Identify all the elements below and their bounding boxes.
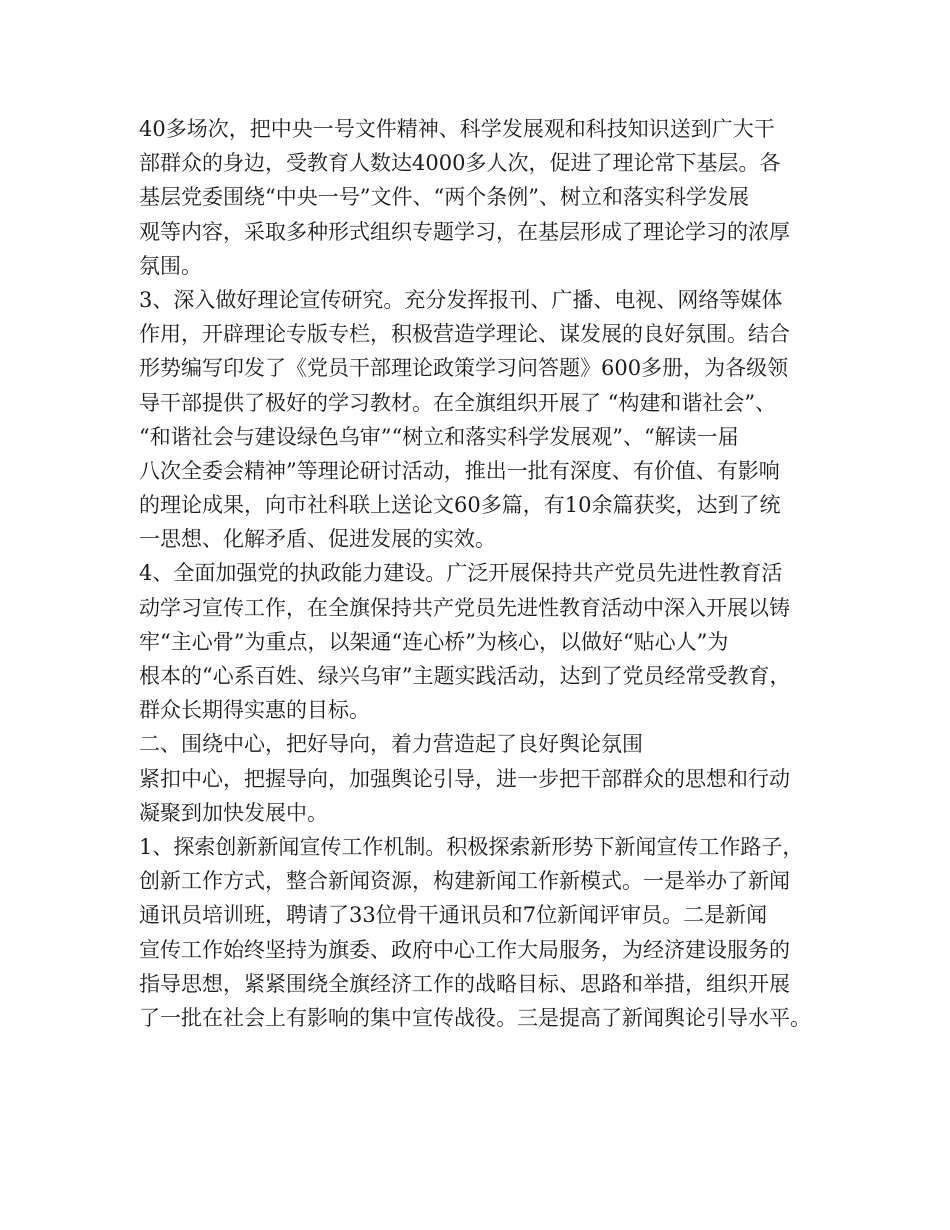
text-line: 观等内容，采取多种形式组织专题学习，在基层形成了理论学习的浓厚: [139, 219, 790, 244]
text-line: 的理论成果，向市社科联上送论文60多篇，有10余篇获奖，达到了统: [139, 493, 781, 518]
text-line: 群众长期得实惠的目标。: [139, 698, 370, 723]
text-line: 根本的“心系百姓、绿兴乌审”主题实践活动，达到了党员经常受教育，: [139, 664, 791, 688]
text-line: 凝聚到加快发展中。: [139, 800, 328, 825]
body-text: [139, 112, 839, 1035]
text-line: 牢“主心骨”为重点，以架通“连心桥”为核心，以做好“贴心人”为: [139, 629, 729, 654]
text-line: 宣传工作始终坚持为旗委、政府中心工作大局服务，为经济建设服务的: [139, 937, 790, 962]
text-line: 八次全委会精神”等理论研讨活动，推出一批有深度、有价值、有影响: [139, 458, 780, 483]
text-line: 通讯员培训班，聘请了33位骨干通讯员和7位新闻评审员。二是新闻: [139, 903, 768, 928]
text-line: 氛围。: [139, 253, 202, 278]
text-line: 形势编写印发了《党员干部理论政策学习问答题》600多册，为各级领: [139, 356, 789, 381]
text-line: 了一批在社会上有影响的集中宣传战役。三是提高了新闻舆论引导水平。: [139, 1005, 811, 1030]
text-line: 3、深入做好理论宣传研究。充分发挥报刊、广播、电视、网络等媒体: [139, 287, 783, 312]
text-line: “和谐社会与建设绿色乌审”“树立和落实科学发展观”、“解读一届: [139, 424, 739, 449]
section-heading: 二、围绕中心，把好导向，着力营造起了良好舆论氛围: [139, 732, 643, 757]
text-line: 动学习宣传工作，在全旗保持共产党员先进性教育活动中深入开展以铸: [139, 595, 790, 620]
text-line: 40多场次，把中央一号文件精神、科学发展观和科技知识送到广大干: [139, 117, 775, 141]
text-line: 1、探索创新新闻宣传工作机制。积极探索新形势下新闻宣传工作路子，: [139, 834, 804, 859]
text-line: 作用，开辟理论专版专栏，积极营造学理论、谋发展的良好氛围。结合: [139, 322, 790, 347]
text-line: 4、全面加强党的执政能力建设。广泛开展保持共产党员先进性教育活: [139, 561, 783, 586]
text-line: 紧扣中心，把握导向，加强舆论引导，进一步把干部群众的思想和行动: [139, 766, 790, 791]
text-line: 部群众的身边，受教育人数达4000多人次，促进了理论常下基层。各: [139, 151, 781, 176]
text-line: 导干部提供了极好的学习教材。在全旗组织开展了 “构建和谐社会”、: [139, 390, 777, 415]
text-line: 创新工作方式，整合新闻资源，构建新闻工作新模式。一是举办了新闻: [139, 869, 790, 894]
text-line: 指导思想，紧紧围绕全旗经济工作的战略目标、思路和举措，组织开展: [139, 971, 790, 996]
text-line: 一思想、化解矛盾、促进发展的实效。: [139, 527, 496, 552]
text-line: 基层党委围绕“中央一号”文件、“两个条例”、树立和落实科学发展: [139, 185, 749, 210]
